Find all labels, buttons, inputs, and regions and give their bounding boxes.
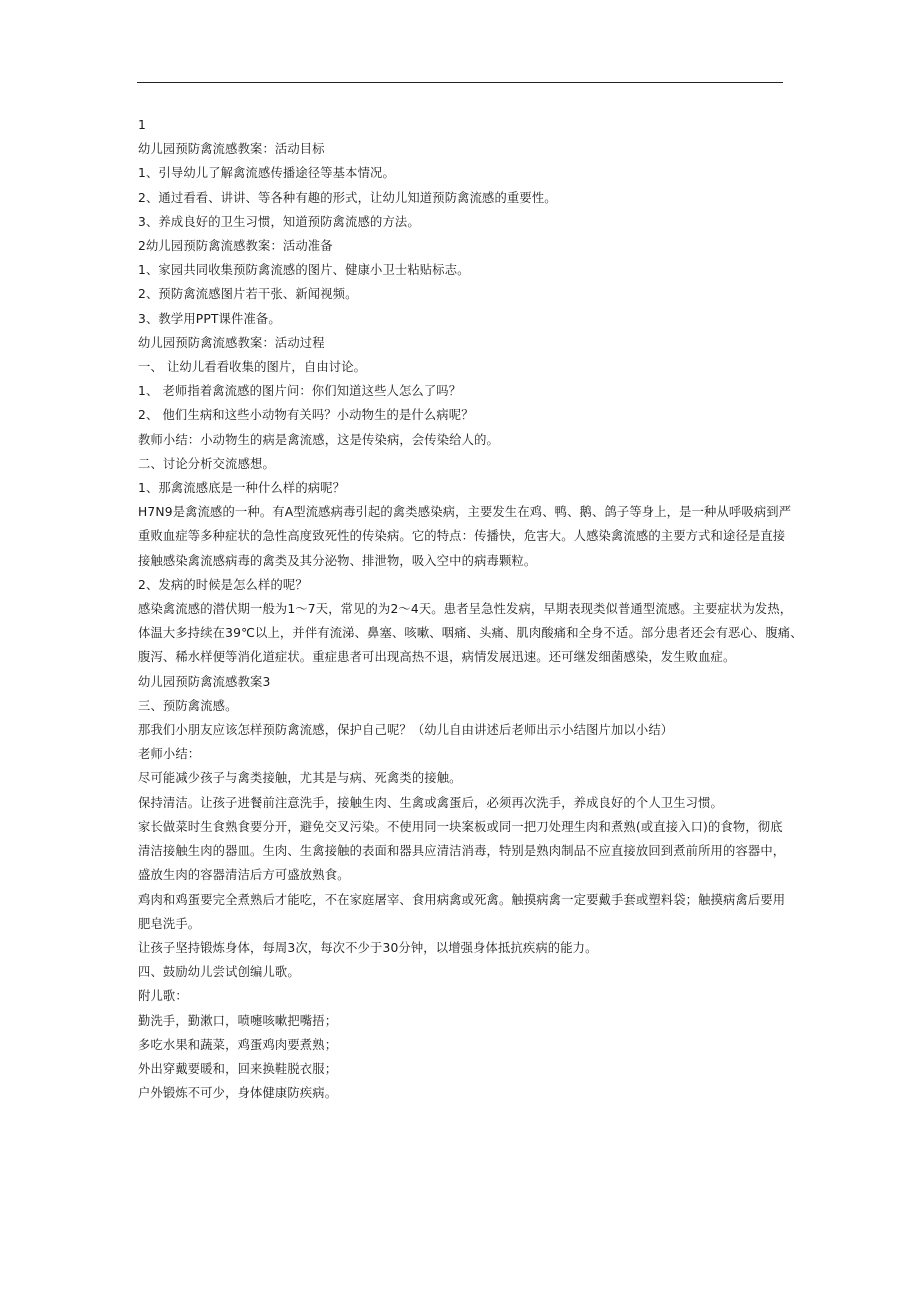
- teacher-summary-label: 老师小结：: [138, 747, 201, 762]
- paragraph-line: 感染禽流感的潜伏期一般为1～7天，常见的为2～4天。患者呈急性发病，早期表现类似普通型流感。主要症状为发热，: [138, 602, 793, 617]
- prevention-question: 那我们小朋友应该怎样预防禽流感，保护自己呢？（幼儿自由讲述后老师出示小结图片加以小结）: [138, 723, 674, 738]
- paragraph-kitchen-hygiene: [138, 815, 788, 888]
- summary-point-1: 尽可能减少孩子与禽类接触，尤其是与病、死禽类的接触。: [138, 771, 462, 786]
- rhyme-label: 附儿歌：: [138, 989, 188, 1004]
- goal-item-2: 2、通过看看、讲讲、等各种有趣的形式，让幼儿知道预防禽流感的重要性。: [138, 190, 557, 205]
- paragraph-line: H7N9是禽流感的一种。有A型流感病毒引起的禽类感染病，主要发生在鸡、鸭、鹅、鸽子等身上，是一种从呼吸病到严: [138, 505, 792, 520]
- summary-point-2: 保持清洁。让孩子进餐前注意洗手，接触生肉、生禽或禽蛋后，必须再次洗手，养成良好的个人卫生习惯。: [138, 795, 724, 810]
- paragraph-cooking-eggs: [138, 888, 788, 936]
- process-substep-2: 2、 他们生病和这些小动物有关吗？小动物生的是什么病呢？: [138, 408, 474, 423]
- question-1: 1、那禽流感底是一种什么样的病呢？: [138, 481, 346, 496]
- summary-point-exercise: 让孩子坚持锻炼身体，每周3次，每次不少于30分钟，以增强身体抵抗疾病的能力。: [138, 940, 598, 955]
- process-step-1: 一、 让幼儿看看收集的图片，自由讨论。: [138, 360, 367, 375]
- question-2: 2、发病的时候是怎么样的呢？: [138, 577, 308, 592]
- rhyme-line-1: 勤洗手，勤漱口，喷嚏咳嗽把嘴捂；: [138, 1013, 338, 1028]
- rhyme-line-3: 外出穿戴要暖和，回来换鞋脱衣服；: [138, 1061, 338, 1076]
- paragraph-line: 接触感染禽流感病毒的禽类及其分泌物、排泄物，吸入空中的病毒颗粒。: [138, 553, 537, 568]
- paragraph-h7n9: [138, 500, 792, 573]
- rhyme-line-2: 多吃水果和蔬菜，鸡蛋鸡肉要煮熟；: [138, 1037, 338, 1052]
- heading-activity-preparation: 2幼儿园预防禽流感教案：活动准备: [138, 239, 333, 254]
- heading-lesson-3: 幼儿园预防禽流感教案3: [138, 674, 271, 689]
- process-substep-1: 1、 老师指着禽流感的图片问：你们知道这些人怎么了吗？: [138, 384, 462, 399]
- process-step-3: 三、预防禽流感。: [138, 698, 238, 713]
- header-rule: [137, 82, 783, 83]
- paragraph-line: 腹泻、稀水样便等消化道症状。重症患者可出现高热不退，病情发展迅速。还可继发细菌感染，发生败血症。: [138, 650, 736, 665]
- paragraph-symptoms: [138, 597, 803, 670]
- process-step-4: 四、鼓励幼儿尝试创编儿歌。: [138, 965, 300, 980]
- paragraph-line: 清洁接触生肉的器皿。生肉、生禽接触的表面和器具应清洁消毒，特别是熟肉制品不应直接放回到煮前所用的容器中，: [138, 844, 786, 859]
- paragraph-line: 盛放生肉的容器清洁后方可盛放熟食。: [138, 868, 350, 883]
- process-step-2: 二、讨论分析交流感想。: [138, 456, 275, 471]
- heading-activity-process: 幼儿园预防禽流感教案：活动过程: [138, 335, 325, 350]
- prep-item-1: 1、家园共同收集预防禽流感的图片、健康小卫士粘贴标志。: [138, 263, 470, 278]
- paragraph-line: 重败血症等多种症状的急性高度致死性的传染病。它的特点：传播快，危害大。人感染禽流感的主要方式和途径是直接: [138, 529, 786, 544]
- heading-activity-goals: 幼儿园预防禽流感教案：活动目标: [138, 142, 325, 157]
- page-number: 1: [138, 118, 146, 132]
- goal-item-1: 1、引导幼儿了解禽流感传播途径等基本情况。: [138, 166, 395, 181]
- paragraph-line: 体温大多持续在39℃以上，并伴有流涕、鼻塞、咳嗽、咽痛、头痛、肌肉酸痛和全身不适。部分患者还会有恶心、腹痛、: [138, 626, 803, 641]
- prep-item-3: 3、教学用PPT课件准备。: [138, 311, 281, 326]
- paragraph-line: 家长做菜时生食熟食要分开，避免交叉污染。不使用同一块案板或同一把刀处理生肉和煮熟(或直接入口)的食物，彻底: [138, 819, 783, 834]
- goal-item-3: 3、养成良好的卫生习惯，知道预防禽流感的方法。: [138, 214, 420, 229]
- document-body: [138, 113, 803, 1105]
- paragraph-line: 肥皂洗手。: [138, 916, 201, 931]
- prep-item-2: 2、预防禽流感图片若干张、新闻视频。: [138, 287, 358, 302]
- teacher-summary-1: 教师小结：小动物生的病是禽流感，这是传染病，会传染给人的。: [138, 432, 499, 447]
- rhyme-line-4: 户外锻炼不可少，身体健康防疾病。: [138, 1086, 338, 1101]
- paragraph-line: 鸡肉和鸡蛋要完全煮熟后才能吃，不在家庭屠宰、食用病禽或死禽。触摸病禽一定要戴手套或塑料袋；触摸病禽后要用: [138, 892, 786, 907]
